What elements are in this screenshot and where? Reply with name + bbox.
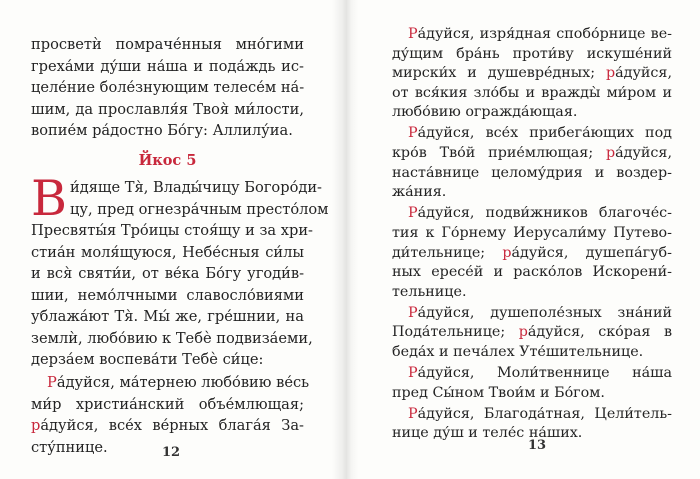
text-line: тия к Го́рнему Иерусали́му Путево- (392, 224, 672, 241)
text-line: Ра́дуйся, Благода́тная, Цели́тель- (408, 405, 672, 422)
text-line: вопие́м ра́достно Бо́гу: Аллилу́иа. (31, 122, 293, 139)
text-line: Ра́дуйся, подви́жников благоче́с- (408, 205, 672, 222)
paragraph (392, 204, 672, 302)
text-line: беда́х и печа́лех Уте́шительнице. (392, 344, 644, 360)
drop-cap: В (31, 170, 68, 227)
text-line: и́дяще Тя̀, Влады́чицу Богоро́ди- (70, 179, 322, 196)
text-line: мирски́х и душевре́дных; ра́дуйся, (392, 65, 672, 82)
rubric-letter: р (606, 65, 616, 82)
chairetismoi-right (392, 25, 672, 444)
text-line: Пода́тельнице; ра́дуйся, ско́рая в (392, 324, 672, 341)
section-title: Йкос 5 (138, 151, 197, 169)
text-line: нице ду́ш и теле́с на́ших. (392, 425, 583, 442)
text-line: кро́в Тво́й прие́млющая; ра́дуйся, (392, 145, 672, 162)
left-page (31, 34, 329, 460)
text-line: тельнице. (392, 283, 467, 300)
text-line: ра́дуйся, все́х ве́рных блага́я За- (31, 417, 304, 434)
text-line: шим, да прославля́я Твоя̀ ми́лости, (31, 100, 304, 118)
paragraph (392, 364, 672, 403)
rubric-letter: Р (47, 374, 57, 391)
text-line: и вся̀ святи́и, от ве́ка Бо́гу угоди́в- (31, 265, 304, 282)
text-line: греха́ми ду́ши на́ша и пода́ждь ис- (31, 57, 304, 75)
text-line: ных ересе́й и раско́лов Искорени́- (392, 264, 672, 281)
text-line: ми́р христиа́нский объе́млющая; (31, 395, 304, 413)
continued-text (31, 34, 304, 142)
text-line: сту́пнице. (31, 438, 108, 456)
book-gutter (332, 0, 358, 479)
text-line: Ра́дуйся, изря́дная спобо́рнице ве- (408, 26, 672, 42)
text-line: Ра́дуйся, ма́тернею любо́вию ве́сь (47, 374, 310, 391)
text-line: дерза́ем воспева́ти Тебѐ си́це: (31, 351, 264, 368)
text-line: Ра́дуйся, все́х прибега́ющих под (408, 125, 672, 142)
text-line: жа́ния. (392, 184, 447, 201)
rubric-letter: р (31, 417, 41, 434)
text-line: стиа́н моля́щуюся, Небе́сныя си́лы (31, 243, 304, 261)
rubric-letter: Р (408, 304, 418, 321)
page-number-right: 13 (528, 438, 547, 453)
rubric-letter: р (518, 324, 528, 341)
text-line: Ра́дуйся, Моли́твеннице на́ша (408, 365, 672, 382)
text-line: Ра́дуйся, душеполе́зных зна́ний (408, 304, 672, 321)
text-line: землѝ, любо́вию к Тебѐ подвиза́еми, (31, 329, 313, 347)
text-line: просветѝ помраче́нныя мно́гими (31, 36, 304, 53)
text-line: шии, немо́лчными славосло́виями (31, 286, 304, 304)
paragraph (392, 124, 672, 202)
rubric-letter: р (502, 244, 512, 261)
text-line: наста́внице целому́дрия и воздер- (392, 164, 672, 181)
text-line: цу, пред огнезра́чным престо́лом (70, 200, 329, 218)
text-line: от вся́кия зло́бы и вражды̀ ми́ром и (392, 84, 672, 101)
paragraph (392, 304, 672, 363)
right-page (392, 25, 672, 445)
rubric-letter: Р (408, 405, 418, 422)
text-line: ди́тельнице; ра́дуйся, душепа́губ- (392, 244, 672, 261)
rubric-letter: Р (408, 125, 418, 142)
rubric-letter: Р (408, 365, 418, 382)
text-line: ублажа́ют Тя̀. Мы́ же, гре́шнии, на (31, 308, 304, 325)
text-line: целе́ние боле́знующим телесе́м на́- (31, 79, 305, 96)
text-line: Пресвяты́я Тро́ицы стоя́щу и за хри- (31, 222, 313, 239)
rubric-letter: Р (408, 205, 418, 222)
rubric-letter: Р (408, 26, 418, 42)
text-line: ду́щим бра́нь проти́ву искуше́ний (392, 45, 672, 62)
paragraph (31, 34, 304, 142)
text-line: пред Сы́ном Твои́м и Бо́гом. (392, 384, 605, 401)
rubric-letter: р (606, 145, 616, 162)
paragraph (392, 25, 672, 123)
page-number-left: 12 (162, 445, 181, 460)
drop-cap-paragraph (31, 170, 329, 371)
text-line: любо́вию огражда́ющая. (392, 104, 578, 121)
